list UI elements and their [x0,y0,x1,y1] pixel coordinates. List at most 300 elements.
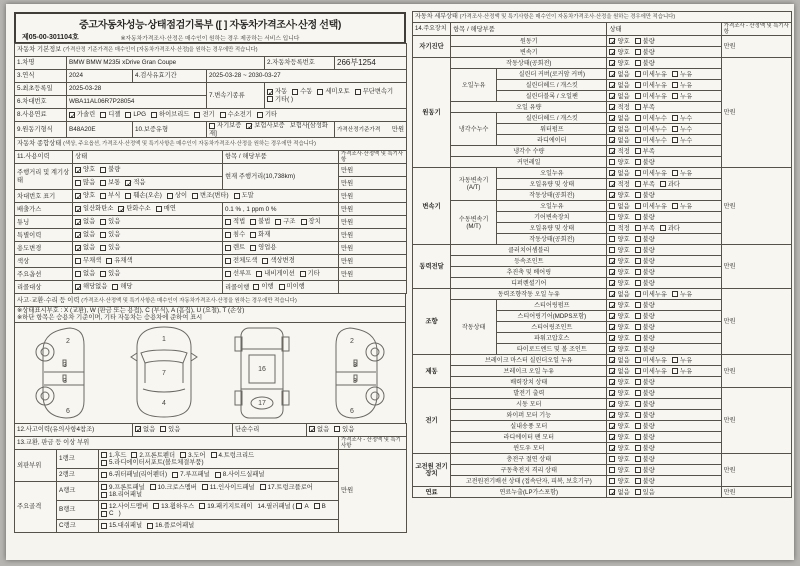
legend-box [15,307,406,322]
checkbox[interactable] [635,247,641,253]
usage-item [223,281,339,294]
checkbox[interactable] [267,96,273,102]
checkbox-checked[interactable]: ✓ [610,169,617,179]
checkbox[interactable] [250,245,256,251]
option [194,111,214,118]
checkbox[interactable] [180,452,186,458]
device-item-label: 라디에이터 [497,135,607,146]
option-label: 불량 [642,433,655,441]
checkbox-checked[interactable]: ✓ [610,125,617,135]
checkbox-checked[interactable]: ✓ [610,301,617,311]
checkbox[interactable] [101,511,107,517]
checkbox-checked[interactable]: ✓ [610,400,617,410]
option [609,258,629,265]
device-state [607,201,721,212]
option-label: 양호 [83,166,96,174]
checkbox[interactable] [209,123,215,129]
option-label: 보험사보증 [254,122,285,129]
checkbox[interactable] [635,478,641,484]
checkbox-checked[interactable]: ✓ [76,166,83,176]
diagram-zone-number: 17 [258,399,267,407]
checkbox[interactable] [257,112,263,118]
checkbox[interactable] [262,258,268,264]
option [147,522,194,529]
option-label: 없음 [617,169,630,177]
option-label: 있음 [108,244,121,252]
checkbox[interactable] [156,206,162,212]
checkbox[interactable] [609,478,615,484]
device-state [607,421,721,432]
checkbox-checked[interactable]: ✓ [610,180,617,190]
checkbox-checked[interactable]: ✓ [610,367,617,377]
checkbox[interactable] [192,193,198,199]
option [609,236,629,243]
checkbox[interactable] [253,284,259,290]
checkbox[interactable] [635,346,641,352]
checkbox[interactable] [635,390,641,396]
checkbox[interactable] [660,181,666,187]
checkbox-checked[interactable]: ✓ [268,87,275,97]
checkbox[interactable] [635,445,641,451]
checkbox[interactable] [100,245,106,251]
option [609,148,629,155]
option-label: 미이행 [286,283,305,291]
option [609,401,629,408]
checkbox[interactable] [635,236,641,242]
device-item-label: 오일누유 [497,168,607,179]
checkbox-checked[interactable]: ✓ [136,425,143,435]
checkbox[interactable] [635,192,641,198]
table-row [413,36,792,47]
option-label: 화재 [258,231,271,239]
checkbox[interactable] [635,302,641,308]
checkbox[interactable] [112,284,118,290]
option-label: 불량 [642,48,655,56]
option [101,459,204,466]
checkbox[interactable] [635,467,641,473]
checkbox[interactable] [101,472,107,478]
checkbox-checked[interactable]: ✓ [76,283,83,293]
option [635,214,655,221]
checkbox-checked[interactable]: ✓ [126,179,133,189]
option-label: 과다 [667,180,680,188]
option-label: 10.크로스멤버 [157,483,197,491]
option [660,181,680,188]
option-label: 선루프 [233,270,252,278]
checkbox[interactable] [635,434,641,440]
checkbox[interactable] [215,472,221,478]
option-label: 불량 [642,345,655,353]
device-item-label: 기어변속장치 [497,212,607,223]
option-label: 부족 [642,147,655,155]
option [635,313,655,320]
checkbox[interactable] [672,115,678,121]
checkbox-checked[interactable]: ✓ [610,37,617,47]
checkbox[interactable] [635,71,641,77]
device-item-label: 오일누유 [497,201,607,212]
checkbox-checked[interactable]: ✓ [610,334,617,344]
checkbox[interactable] [234,193,240,199]
checkbox[interactable] [660,225,666,231]
checkbox-checked[interactable]: ✓ [610,279,617,289]
option [635,445,655,452]
option-label: 미세누유 [642,92,667,100]
section-note: (가격조사·산정액 및 특기사항은 매수인이 자동차가격조사·산정을 원하는 경우에만 적습니다) [81,297,297,304]
checkbox-checked[interactable]: ✓ [76,218,83,228]
device-subgroup-label: 냉각수누수 [451,113,497,146]
checkbox[interactable] [194,112,200,118]
checkbox[interactable] [635,148,641,154]
field-label-warranty-type: 10.보증유형 [133,122,207,138]
checkbox[interactable] [75,271,81,277]
checkbox[interactable] [635,159,641,165]
checkbox[interactable] [672,82,678,88]
usage-label: 배출가스 [15,203,73,216]
checkbox[interactable] [635,489,641,495]
checkbox[interactable] [609,247,615,253]
checkbox[interactable] [153,503,159,509]
checkbox[interactable] [225,245,231,251]
section-note: (가격조사·산정액 및 특기사항은 매수인이 자동차가격조사·산정을 원하는 경우에만 적습니다) [459,14,676,21]
wheel-rear [366,387,384,405]
option [609,159,629,166]
checkbox[interactable] [160,426,166,432]
option [100,166,120,173]
checkbox-checked[interactable]: ✓ [610,59,617,69]
group-frame-label: 주요골격 [15,482,57,533]
checkbox[interactable] [609,236,615,242]
checkbox[interactable] [635,137,641,143]
option [301,218,321,225]
left-column [14,12,406,533]
option-label: 누유 [680,356,693,364]
table-row [15,216,407,229]
checkbox-checked[interactable]: ✓ [310,425,317,435]
checkbox[interactable] [225,258,231,264]
document-page [6,4,794,560]
checkbox[interactable] [250,219,256,225]
device-item-label: 윈도우 모터 [451,443,607,454]
checkbox[interactable] [101,523,107,529]
checkbox[interactable] [100,193,106,199]
checkbox[interactable] [106,258,112,264]
checkbox[interactable] [314,503,320,509]
checkbox[interactable] [100,232,106,238]
checkbox-checked[interactable]: ✓ [610,70,617,80]
checkbox-checked[interactable]: ✓ [70,110,77,120]
usage-item: 현재 주행거리(10,738km) [223,164,339,190]
checkbox[interactable] [635,401,641,407]
checkbox[interactable] [609,159,615,165]
checkbox[interactable] [635,335,641,341]
option-label: 양호 [617,455,630,463]
checkbox[interactable] [279,284,285,290]
checkbox-checked[interactable]: ✓ [76,231,83,241]
group-exterior-label: 외판부위 [15,450,57,482]
checkbox[interactable] [635,357,641,363]
checkbox-checked[interactable]: ✓ [76,192,83,202]
accident-row-table [14,423,407,437]
option-label: 누유 [680,367,693,375]
checkbox-checked[interactable]: ✓ [610,81,617,91]
checkbox[interactable] [635,456,641,462]
checkbox[interactable] [609,214,615,220]
device-state [607,443,721,454]
car-diagram-side-left [30,325,96,421]
usage-state [73,281,223,294]
checkbox[interactable] [635,38,641,44]
option-label: 기타( ) [275,95,294,103]
checkbox[interactable] [75,180,81,186]
checkbox[interactable] [635,104,641,110]
checkbox[interactable] [300,271,306,277]
option [75,166,96,176]
option-label: 없음 [83,270,96,278]
option [635,126,667,133]
checkbox[interactable] [635,225,641,231]
checkbox[interactable] [672,203,678,209]
checkbox-checked[interactable]: ✓ [610,268,617,278]
checkbox[interactable] [225,232,231,238]
checkbox[interactable] [100,271,106,277]
checkbox-checked[interactable]: ✓ [76,244,83,254]
usage-state [73,216,223,229]
checkbox-checked[interactable]: ✓ [610,147,617,157]
option-label: 불량 [642,213,655,221]
table-row [413,168,792,179]
option-label: 과다 [667,224,680,232]
checkbox[interactable] [101,452,107,458]
checkbox[interactable] [275,219,281,225]
checkbox[interactable] [635,313,641,319]
checkbox-checked[interactable]: ✓ [610,257,617,267]
usage-state [73,177,223,190]
checkbox[interactable] [101,460,107,466]
checkbox[interactable] [101,503,107,509]
checkbox-checked[interactable]: ✓ [610,433,617,443]
option-label: 양호 [617,411,630,419]
checkbox[interactable] [147,523,153,529]
checkbox[interactable] [635,368,641,374]
checkbox[interactable] [672,93,678,99]
checkbox[interactable] [225,219,231,225]
checkbox-checked[interactable]: ✓ [610,114,617,124]
device-state [607,333,721,344]
checkbox-checked[interactable]: ✓ [610,378,617,388]
col-exchange-areas: 13.교환, 판금 등 이상 부위 [15,436,339,449]
checkbox-checked[interactable]: ✓ [610,389,617,399]
field-value-vin: WBA11AL06R7P28054 [67,96,207,109]
checkbox[interactable] [172,472,178,478]
price-cell: 만원 [339,450,407,533]
checkbox[interactable] [635,203,641,209]
checkbox[interactable] [635,269,641,275]
checkbox[interactable] [635,258,641,264]
option [101,503,148,510]
checkbox[interactable] [100,180,106,186]
option [101,491,142,498]
checkbox[interactable] [672,126,678,132]
checkbox[interactable] [635,82,641,88]
option [609,324,629,331]
usage-state [73,255,223,268]
checkbox[interactable] [635,423,641,429]
option [256,270,294,277]
checkbox[interactable] [672,357,678,363]
checkbox[interactable] [609,225,615,231]
checkbox-checked[interactable]: ✓ [610,444,617,454]
checkbox[interactable] [635,181,641,187]
checkbox-checked[interactable]: ✓ [610,92,617,102]
checkbox-checked[interactable]: ✓ [610,411,617,421]
checkbox-checked[interactable]: ✓ [610,356,617,366]
checkbox[interactable] [672,137,678,143]
device-item-label: 오일 유량 [451,102,607,113]
checkbox[interactable] [296,503,302,509]
checkbox[interactable] [292,89,298,95]
option [609,467,629,474]
checkbox[interactable] [609,467,615,473]
checkbox-checked[interactable]: ✓ [610,103,617,113]
checkbox[interactable] [100,112,106,118]
checkbox[interactable] [125,112,131,118]
diagram-zone-number: 3 [352,377,357,385]
option [609,104,629,111]
option [267,96,293,103]
checkbox[interactable] [301,219,307,225]
checkbox[interactable] [131,452,137,458]
option-label: 적정 [617,103,630,111]
checkbox[interactable] [167,193,173,199]
checkbox[interactable] [202,484,208,490]
option-label: 없음 [617,70,630,78]
checkbox[interactable] [609,203,615,209]
checkbox[interactable] [260,484,266,490]
checkbox[interactable] [672,368,678,374]
checkbox[interactable] [220,112,226,118]
checkbox[interactable] [334,426,340,432]
checkbox-checked[interactable]: ✓ [610,48,617,58]
checkbox[interactable] [256,271,262,277]
checkbox-checked[interactable]: ✓ [610,191,617,201]
option [609,335,629,342]
field-label-fuel: 8.사용연료 [15,109,67,122]
simple-repair-label: 단순수리 [233,423,307,436]
option [75,257,101,264]
option-label: 2.프론트펜더 [139,451,176,459]
option [309,426,329,433]
checkbox[interactable] [101,492,107,498]
device-state [607,344,721,355]
checkbox[interactable] [635,49,641,55]
device-group-label: 자기진단 [413,36,451,58]
option-label: 있음 [168,425,181,433]
checkbox-checked[interactable]: ✓ [610,290,617,300]
option-label: 양호 [617,334,630,342]
checkbox-checked[interactable]: ✓ [119,205,126,215]
option [225,257,257,264]
option-label: 없음 [83,244,96,252]
checkbox[interactable] [635,115,641,121]
checkbox[interactable] [355,89,361,95]
price-cell: 만원 [721,388,791,454]
checkbox[interactable] [635,214,641,220]
option-label: 양호 [617,235,630,243]
checkbox-checked[interactable]: ✓ [610,488,617,498]
checkbox[interactable] [211,452,217,458]
option [225,218,245,225]
option-label: 전체도색 [233,257,258,265]
checkbox[interactable] [150,484,156,490]
checkbox[interactable] [199,503,205,509]
option-label: 미세누유 [642,356,667,364]
checkbox[interactable] [75,258,81,264]
option-label: 누유 [680,70,693,78]
checkbox[interactable] [635,60,641,66]
field-value-inspection-period: 2025-03-28 ~ 2030-03-27 [207,70,407,83]
checkbox[interactable] [672,170,678,176]
option-label: 변조(변타) [200,192,229,200]
history-section-title [15,294,406,307]
checkbox[interactable] [101,484,107,490]
option [100,244,120,251]
checkbox[interactable] [225,271,231,277]
option [100,231,120,238]
checkbox-checked[interactable]: ✓ [610,323,617,333]
option-label: 적법 [233,218,246,226]
checkbox-checked[interactable]: ✓ [610,136,617,146]
checkbox[interactable] [635,170,641,176]
checkbox-checked[interactable]: ✓ [76,205,83,215]
checkbox[interactable] [100,219,106,225]
checkbox-checked[interactable]: ✓ [610,312,617,322]
checkbox[interactable] [635,412,641,418]
checkbox[interactable] [635,291,641,297]
device-item-label: 발전기 출력 [451,388,607,399]
document-number: 제05-00-301104호 [22,34,79,41]
checkbox[interactable] [672,71,678,77]
checkbox[interactable] [672,291,678,297]
checkbox[interactable] [100,167,106,173]
option-label: 불량 [642,378,655,386]
option-label: 양호 [617,37,630,45]
checkbox[interactable] [125,193,131,199]
checkbox-checked[interactable]: ✓ [247,121,254,131]
option [75,244,96,254]
option [253,283,273,290]
usage-label: 리콜대상 [15,281,73,294]
device-state [607,432,721,443]
checkbox[interactable] [151,112,157,118]
option [267,88,287,95]
checkbox[interactable] [635,324,641,330]
option [635,159,655,166]
checkbox-checked[interactable]: ✓ [610,345,617,355]
price-cell: 만원 [721,355,791,388]
diagram-zone-number: 6 [66,407,71,415]
checkbox[interactable] [250,232,256,238]
checkbox[interactable] [609,456,615,462]
option [609,71,629,78]
document-title-note: ※자동차가격조사·산정은 매수인이 원하는 경우 제공하는 서비스 입니다 [120,36,300,42]
option-label: 양호 [617,400,630,408]
checkbox[interactable] [635,379,641,385]
checkbox[interactable] [635,93,641,99]
checkbox[interactable] [635,280,641,286]
checkbox[interactable] [317,89,323,95]
checkbox-checked[interactable]: ✓ [610,422,617,432]
checkbox[interactable] [635,126,641,132]
